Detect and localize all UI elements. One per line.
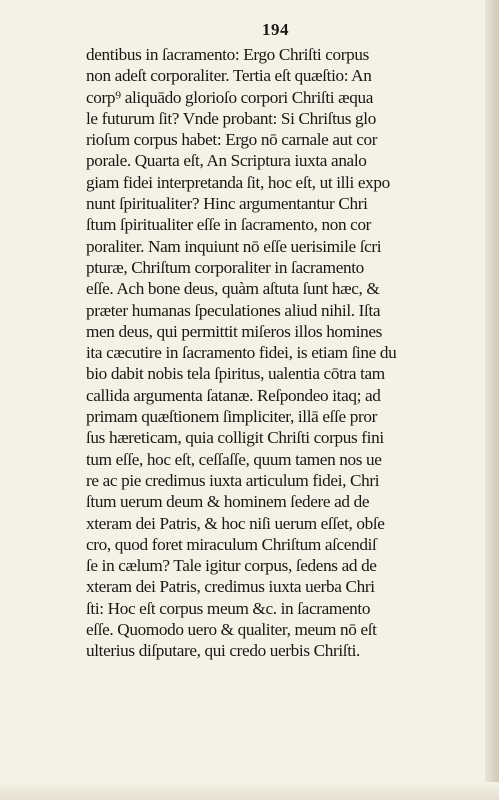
text-line: ſe in cælum? Tale igitur corpus, ſedens ad de [86, 556, 377, 576]
text-line: dentibus in ſacramento: Ergo Chriſti corpus [86, 45, 369, 64]
text-line: rioſum corpus habet: Ergo nō carnale aut cor [86, 130, 378, 150]
body-text [86, 44, 482, 662]
page-edge [0, 782, 499, 800]
text-line: præter humanas ſpeculationes aliud nihil. Iſta [86, 300, 381, 320]
text-line: porale. Quarta eſt, An Scriptura iuxta analo [86, 151, 367, 171]
text-line: le futurum ſit? Vnde probant: Si Chriſtus glo [86, 108, 376, 128]
text-line: corp⁹ aliquādo glorioſo corpori Chriſti æqua [86, 87, 374, 107]
text-line: callida argumenta ſatanæ. Reſpondeo itaq; ad [86, 385, 381, 405]
text-line: eſſe. Ach bone deus, quàm aſtuta ſunt hæc, & [86, 279, 380, 299]
text-line: ſus hæreticam, quia colligit Chriſti corpus fini [86, 428, 384, 448]
text-line: xteram dei Patris, & hoc niſi uerum eſſet, obſe [86, 513, 385, 533]
text-line: bio dabit nobis tela ſpiritus, ualentia cōtra tam [86, 364, 385, 384]
text-line: primam quæſtionem ſimpliciter, illā eſſe pror [86, 407, 377, 427]
text-line: men deus, qui permittit miſeros illos homines [86, 321, 382, 341]
text-line: giam fidei interpretanda ſit, hoc eſt, ut illi expo [86, 172, 390, 192]
page-number: 194 [262, 20, 289, 39]
text-line: ſtum ſpiritualiter eſſe in ſacramento, non cor [86, 215, 372, 235]
text-line: ſti: Hoc eſt corpus meum &c. in ſacramento [86, 598, 371, 618]
page-gutter [485, 0, 499, 800]
text-line: ita cæcutire in ſacramento fidei, is etiam ſine du [86, 343, 397, 363]
text-line: poraliter. Nam inquiunt nō eſſe uerisimile ſcri [86, 236, 382, 256]
text-line: ulterius diſputare, qui credo uerbis Chriſti. [86, 641, 360, 661]
text-line: non adeſt corporaliter. Tertia eſt quæſtio: An [86, 66, 372, 86]
text-line: pturæ, Chriſtum corporaliter in ſacramento [86, 257, 364, 277]
text-line: xteram dei Patris, credimus iuxta uerba Chri [86, 577, 375, 597]
text-line: nunt ſpiritualiter? Hinc argumentantur Chri [86, 194, 368, 214]
text-line: eſſe. Quomodo uero & qualiter, meum nō eſt [86, 620, 377, 640]
text-line: cro, quod foret miraculum Chriſtum aſcendiſ [86, 534, 377, 554]
text-line: ſtum uerum deum & hominem ſedere ad de [86, 492, 370, 512]
text-line: re ac pie credimus iuxta articulum fidei, Chri [86, 470, 380, 490]
text-line: tum eſſe, hoc eſt, ceſſaſſe, quum tamen nos ue [86, 449, 382, 469]
